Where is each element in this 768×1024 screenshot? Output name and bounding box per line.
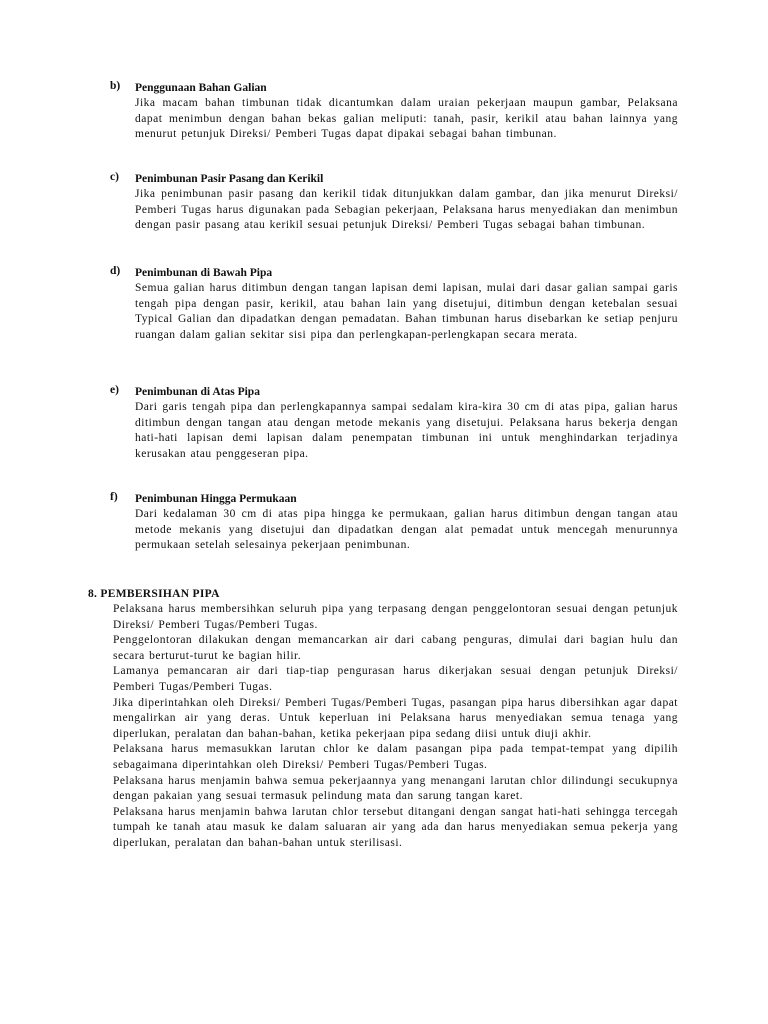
subsection-body: Dari kedalaman 30 cm di atas pipa hingga ke permukaan, galian harus ditimbun dengan tangan atau metode mekanis yang disetujui dan dipadatkan dengan alat pemadat untuk mencegah menurunnya permukaan setelah selesainya pekerjaan penimbunan.	[135, 508, 678, 552]
subsection-body: Dari garis tengah pipa dan perlengkapannya sampai sedalam kira-kira 30 cm di atas pipa, galian harus ditimbun dengan tangan atau dengan metode mekanis yang disetujui. Pelaksana harus bekerja dengan hati-hati lapisan demi lapisan dalam penempatan timbunan ini untuk menghindarkan terjadinya kerusakan atau penggeseran pipa.	[135, 401, 678, 460]
section-body	[113, 602, 678, 852]
subsection-e	[110, 384, 678, 462]
subsection-heading: Penggunaan Bahan Galian	[135, 82, 267, 94]
subsection-f	[110, 491, 678, 554]
section-paragraph: Pelaksana harus menjamin bahwa larutan chlor tersebut ditangani dengan sangat hati-hati sehingga tercegah tumpah ke tanah atau masuk ke dalam saluaran air yang ada dan harus menyediakan semua pekerja yang diperlukan, peralatan dan bahan-bahan untuk sterilisasi.	[113, 805, 678, 849]
subsection-heading: Penimbunan Pasir Pasang dan Kerikil	[135, 173, 324, 185]
subsection-body: Jika macam bahan timbunan tidak dicantumkan dalam uraian pekerjaan maupun gambar, Pelaksana dapat menimbun dengan bahan bekas galian meliputi: tanah, pasir, kerikil atau bahan lainnya yang menurut petunjuk Direksi/ Pemberi Tugas dapat dipakai sebagai bahan timbunan.	[135, 97, 678, 141]
subsection-heading: Penimbunan Hingga Permukaan	[135, 493, 297, 505]
subsection-c	[110, 171, 678, 234]
subsection-b	[110, 80, 678, 143]
section-paragraph: Penggelontoran dilakukan dengan memancarkan air dari cabang penguras, dimulai dari bagian hulu dan secara berturut-turut ke bagian hilir.	[113, 634, 678, 662]
subsection-body: Jika penimbunan pasir pasang dan kerikil tidak ditunjukkan dalam gambar, dan jika menurut Direksi/ Pemberi Tugas harus digunakan pada Sebagian pekerjaan, Pelaksana harus menyediakan dan menimbun dengan pasir pasang atau kerikil sesuai petunjuk Direksi/ Pemberi Tugas sebagai bahan timbunan.	[135, 188, 678, 232]
subsection-letter: d)	[110, 265, 121, 277]
section-paragraph: Pelaksana harus membersihkan seluruh pipa yang terpasang dengan penggelontoran sesuai dengan petunjuk Direksi/ Pemberi Tugas/Pemberi Tugas.	[113, 603, 678, 631]
subsection-letter: e)	[110, 384, 119, 396]
subsection-heading: Penimbunan di Atas Pipa	[135, 386, 260, 398]
subsection-body: Semua galian harus ditimbun dengan tangan lapisan demi lapisan, mulai dari dasar galian sampai garis tengah pipa dengan pasir, kerikil, atau bahan lain yang disetujui, ditimbun dengan ketebalan sesuai Typical Galian dan dipadatkan dengan pemadatan. Bahan timbunan harus disebarkan ke setiap penjuru ruangan dalam galian sekitar sisi pipa dan perlengkapan-perlengkapan secara merata.	[135, 282, 678, 341]
section-heading: 8. PEMBERSIHAN PIPA	[88, 588, 220, 600]
subsection-letter: f)	[110, 491, 118, 503]
subsection-d	[110, 265, 678, 343]
section-paragraph: Lamanya pemancaran air dari tiap-tiap pengurasan harus dikerjakan sesuai dengan petunjuk Direksi/ Pemberi Tugas/Pemberi Tugas.	[113, 665, 678, 693]
section-pembersihan-pipa	[88, 586, 678, 852]
section-paragraph: Pelaksana harus menjamin bahwa semua pekerjaannya yang menangani larutan chlor dilindungi secukupnya dengan pakaian yang sesuai termasuk pelindung mata dan sarung tangan karet.	[113, 774, 678, 803]
subsection-letter: c)	[110, 171, 119, 183]
subsection-heading: Penimbunan di Bawah Pipa	[135, 267, 273, 279]
section-paragraph: Jika diperintahkan oleh Direksi/ Pemberi Tugas/Pemberi Tugas, pasangan pipa harus dibersihkan agar dapat mengalirkan air yang deras. Untuk keperluan ini Pelaksana harus menyediakan semua tenaga yang diperlukan, peralatan dan bahan-bahan, ketika pekerjaan pipa sedang diisi untuk diuji akhir.	[113, 696, 678, 740]
section-paragraph: Pelaksana harus memasukkan larutan chlor ke dalam pasangan pipa pada tempat-tempat yang dipilih sebagaimana diperintahkan oleh Direksi/ Pemberi Tugas/Pemberi Tugas.	[113, 743, 678, 771]
subsection-letter: b)	[110, 80, 121, 92]
